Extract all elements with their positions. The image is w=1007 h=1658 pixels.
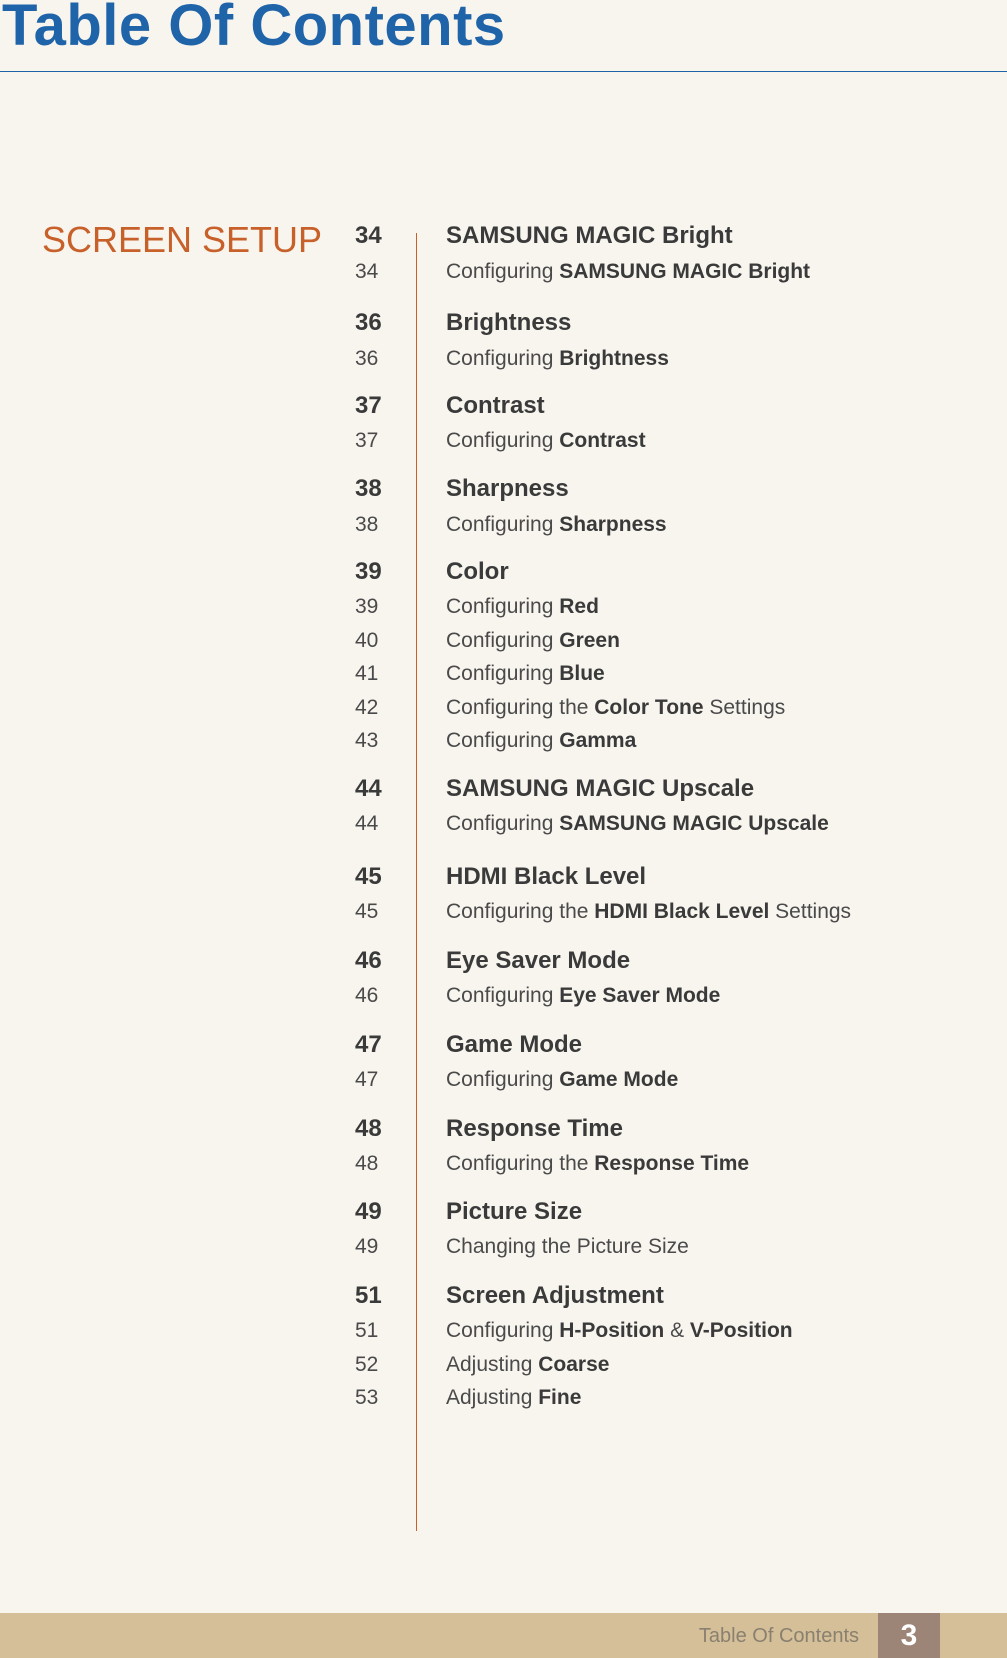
toc-entry-text: [446, 979, 720, 1013]
toc-entry-text-part: Screen Adjustment: [446, 1282, 664, 1309]
toc-entry-text-part: Brightness: [446, 309, 572, 336]
toc-entry-text-part: Configuring: [446, 1068, 560, 1091]
toc-entry-text-part: Contrast: [559, 429, 646, 452]
toc-page-number: 36: [355, 309, 382, 336]
toc-entry-text: [446, 342, 669, 376]
toc-sub-entry[interactable]: [355, 1348, 955, 1382]
toc-heading-entry[interactable]: [355, 555, 955, 589]
toc-entry-text-part: Settings: [703, 696, 786, 719]
toc-page-number: 38: [355, 475, 382, 502]
toc-sub-entry[interactable]: [355, 508, 955, 542]
toc-entry-text: [446, 772, 754, 806]
toc-entry-text-part: Changing the Picture Size: [446, 1235, 689, 1258]
toc-entry-text-part: Contrast: [446, 392, 545, 419]
toc-page-number: 47: [355, 1068, 379, 1091]
toc-sub-entry[interactable]: [355, 979, 955, 1013]
toc-page-number: 47: [355, 1031, 382, 1058]
toc-entry-text-part: Adjusting: [446, 1353, 539, 1376]
footer-label: Table Of Contents: [698, 1625, 859, 1647]
toc-page-number: 40: [355, 629, 379, 652]
toc-entry-text-part: H-Position: [559, 1319, 665, 1342]
toc-heading-entry[interactable]: [355, 219, 955, 253]
toc-heading-entry[interactable]: [355, 1028, 955, 1062]
page-title: Table Of Contents: [2, 0, 506, 58]
toc-page-number: 52: [355, 1353, 379, 1376]
toc-entry-text-part: SAMSUNG MAGIC Upscale: [446, 775, 755, 802]
toc-entry-text-part: Settings: [769, 900, 852, 923]
toc-sub-entry[interactable]: [355, 1230, 955, 1264]
toc-entry-text: [446, 1028, 582, 1062]
toc-sub-entry[interactable]: [355, 724, 955, 758]
toc-sub-entry[interactable]: [355, 624, 955, 658]
toc-entry-text: [446, 424, 646, 458]
toc-heading-entry[interactable]: [355, 772, 955, 806]
toc-entry-text-part: Configuring: [446, 729, 560, 752]
toc-sub-entry[interactable]: [355, 1314, 955, 1348]
toc-entry-text-part: HDMI Black Level: [594, 900, 770, 923]
toc-page-number: 51: [355, 1319, 379, 1342]
toc-entry-text: [446, 1381, 581, 1415]
toc-entry-text-part: V-Position: [689, 1319, 793, 1342]
toc-entry-text-part: Configuring: [446, 629, 560, 652]
toc-sub-entry[interactable]: [355, 657, 955, 691]
toc-page-number: 38: [355, 513, 379, 536]
toc-entry-text: [446, 1147, 749, 1181]
toc-entry-text-part: Adjusting: [446, 1386, 539, 1409]
toc-entry-text-part: Game Mode: [559, 1068, 679, 1091]
toc-entry-text-part: Coarse: [538, 1353, 610, 1376]
toc-page-number: 42: [355, 696, 379, 719]
toc-sub-entry[interactable]: [355, 691, 955, 725]
toc-page-number: 48: [355, 1152, 379, 1175]
toc-page-number: 37: [355, 392, 382, 419]
toc-entry-text-part: Configuring the: [446, 696, 595, 719]
toc-sub-entry[interactable]: [355, 1147, 955, 1181]
toc-entry-text-part: Picture Size: [446, 1198, 583, 1225]
toc-sub-entry[interactable]: [355, 590, 955, 624]
toc-entry-text: [446, 1348, 609, 1382]
toc-entry-text: [446, 389, 545, 423]
toc-entry-text: [446, 555, 509, 589]
toc-sub-entry[interactable]: [355, 807, 955, 841]
toc-sub-entry[interactable]: [355, 424, 955, 458]
toc-page-number: 34: [355, 222, 382, 249]
toc-heading-entry[interactable]: [355, 472, 955, 506]
toc-entry-text: [446, 1195, 582, 1229]
toc-page-number: 53: [355, 1386, 379, 1409]
toc-entry-text: [446, 255, 810, 289]
toc-entry-text-part: Response Time: [594, 1152, 750, 1175]
toc-entry-text-part: Fine: [538, 1386, 582, 1409]
toc-page-number: 49: [355, 1235, 379, 1258]
toc-heading-entry[interactable]: [355, 1195, 955, 1229]
toc-entry-text-part: Brightness: [559, 347, 669, 370]
toc-entry-text: [446, 807, 829, 841]
toc-page-number: 34: [355, 260, 379, 283]
toc-entry-text: [446, 691, 785, 725]
toc-heading-entry[interactable]: [355, 389, 955, 423]
toc-entry-text-part: Configuring: [446, 429, 560, 452]
toc-entry-text: [446, 472, 569, 506]
toc-entry-text-part: Configuring: [446, 984, 560, 1007]
toc-page-number: 36: [355, 347, 379, 370]
toc-heading-entry[interactable]: [355, 1279, 955, 1313]
toc-heading-entry[interactable]: [355, 306, 955, 340]
toc-entry-text-part: Red: [559, 595, 599, 618]
toc-entry-text: [446, 1230, 689, 1264]
toc-entry-text: [446, 590, 599, 624]
toc-entry-text-part: HDMI Black Level: [446, 863, 647, 890]
toc-page-number: 45: [355, 900, 379, 923]
toc-page-number: 48: [355, 1115, 382, 1142]
toc-entry-text-part: Eye Saver Mode: [559, 984, 721, 1007]
toc-page-number: 46: [355, 984, 379, 1007]
toc-entry-text-part: &: [664, 1319, 690, 1342]
toc-entry-text: [446, 1314, 793, 1348]
toc-entry-text-part: Game Mode: [446, 1031, 583, 1058]
toc-entry-text-part: Sharpness: [559, 513, 667, 536]
toc-page-number: 49: [355, 1198, 382, 1225]
toc-entry-text-part: Configuring: [446, 260, 560, 283]
toc-sub-entry[interactable]: [355, 255, 955, 289]
toc-entry-text: [446, 1063, 678, 1097]
toc-entry-text: [446, 1279, 664, 1313]
toc-sub-entry[interactable]: [355, 1381, 955, 1415]
toc-heading-entry[interactable]: [355, 944, 955, 978]
toc-heading-entry[interactable]: [355, 1112, 955, 1146]
toc-sub-entry[interactable]: [355, 342, 955, 376]
toc-entry-text-part: Sharpness: [446, 475, 569, 502]
toc-page-number: 45: [355, 863, 382, 890]
toc-page-number: 43: [355, 729, 379, 752]
toc-entry-text-part: Eye Saver Mode: [446, 947, 631, 974]
toc-entry-text-part: Configuring the: [446, 1152, 595, 1175]
toc-entry-text-part: Blue: [559, 662, 605, 685]
toc-entry-text-part: Configuring: [446, 812, 560, 835]
toc-entry-text-part: Response Time: [446, 1115, 623, 1142]
toc-entry-text: [446, 508, 667, 542]
toc-entry-text: [446, 1112, 623, 1146]
toc-entry-text-part: SAMSUNG MAGIC Bright: [559, 260, 811, 283]
toc-page-number: 39: [355, 595, 379, 618]
toc-entry-text-part: Color: [446, 558, 509, 585]
toc-entry-text: [446, 944, 630, 978]
toc-page-number: 44: [355, 775, 382, 802]
toc-entry-text-part: Color Tone: [594, 696, 704, 719]
toc-entry-text: [446, 724, 636, 758]
toc-page-number: 39: [355, 558, 382, 585]
toc-heading-entry[interactable]: [355, 860, 955, 894]
toc-entry-text-part: Green: [559, 629, 620, 652]
toc-entry-text: [446, 624, 620, 658]
toc-entry-text-part: Gamma: [559, 729, 637, 752]
toc-page-number: 51: [355, 1282, 382, 1309]
toc-sub-entry[interactable]: [355, 1063, 955, 1097]
toc-page-number: 41: [355, 662, 379, 685]
toc-entry-text-part: Configuring: [446, 595, 560, 618]
toc-entry-text: [446, 657, 605, 691]
toc-page-number: 46: [355, 947, 382, 974]
toc-entry-text: [446, 306, 571, 340]
toc-entry-text: [446, 219, 733, 253]
toc-entry-text-part: Configuring: [446, 347, 560, 370]
title-divider: [0, 71, 1007, 72]
toc-entry-text-part: Configuring: [446, 513, 560, 536]
toc-entry-text-part: Configuring the: [446, 900, 595, 923]
toc-page-number: 44: [355, 812, 379, 835]
toc-entry-text-part: SAMSUNG MAGIC Bright: [446, 222, 733, 249]
toc-entry-text-part: Configuring: [446, 1319, 560, 1342]
section-title: SCREEN SETUP: [42, 219, 323, 260]
toc-entry-text-part: SAMSUNG MAGIC Upscale: [559, 812, 829, 835]
toc-entry-text: [446, 860, 646, 894]
toc-sub-entry[interactable]: [355, 895, 955, 929]
page-number-badge: 3: [878, 1613, 940, 1658]
toc-page-number: 37: [355, 429, 379, 452]
toc-entry-text-part: Configuring: [446, 662, 560, 685]
toc-entry-text: [446, 895, 851, 929]
